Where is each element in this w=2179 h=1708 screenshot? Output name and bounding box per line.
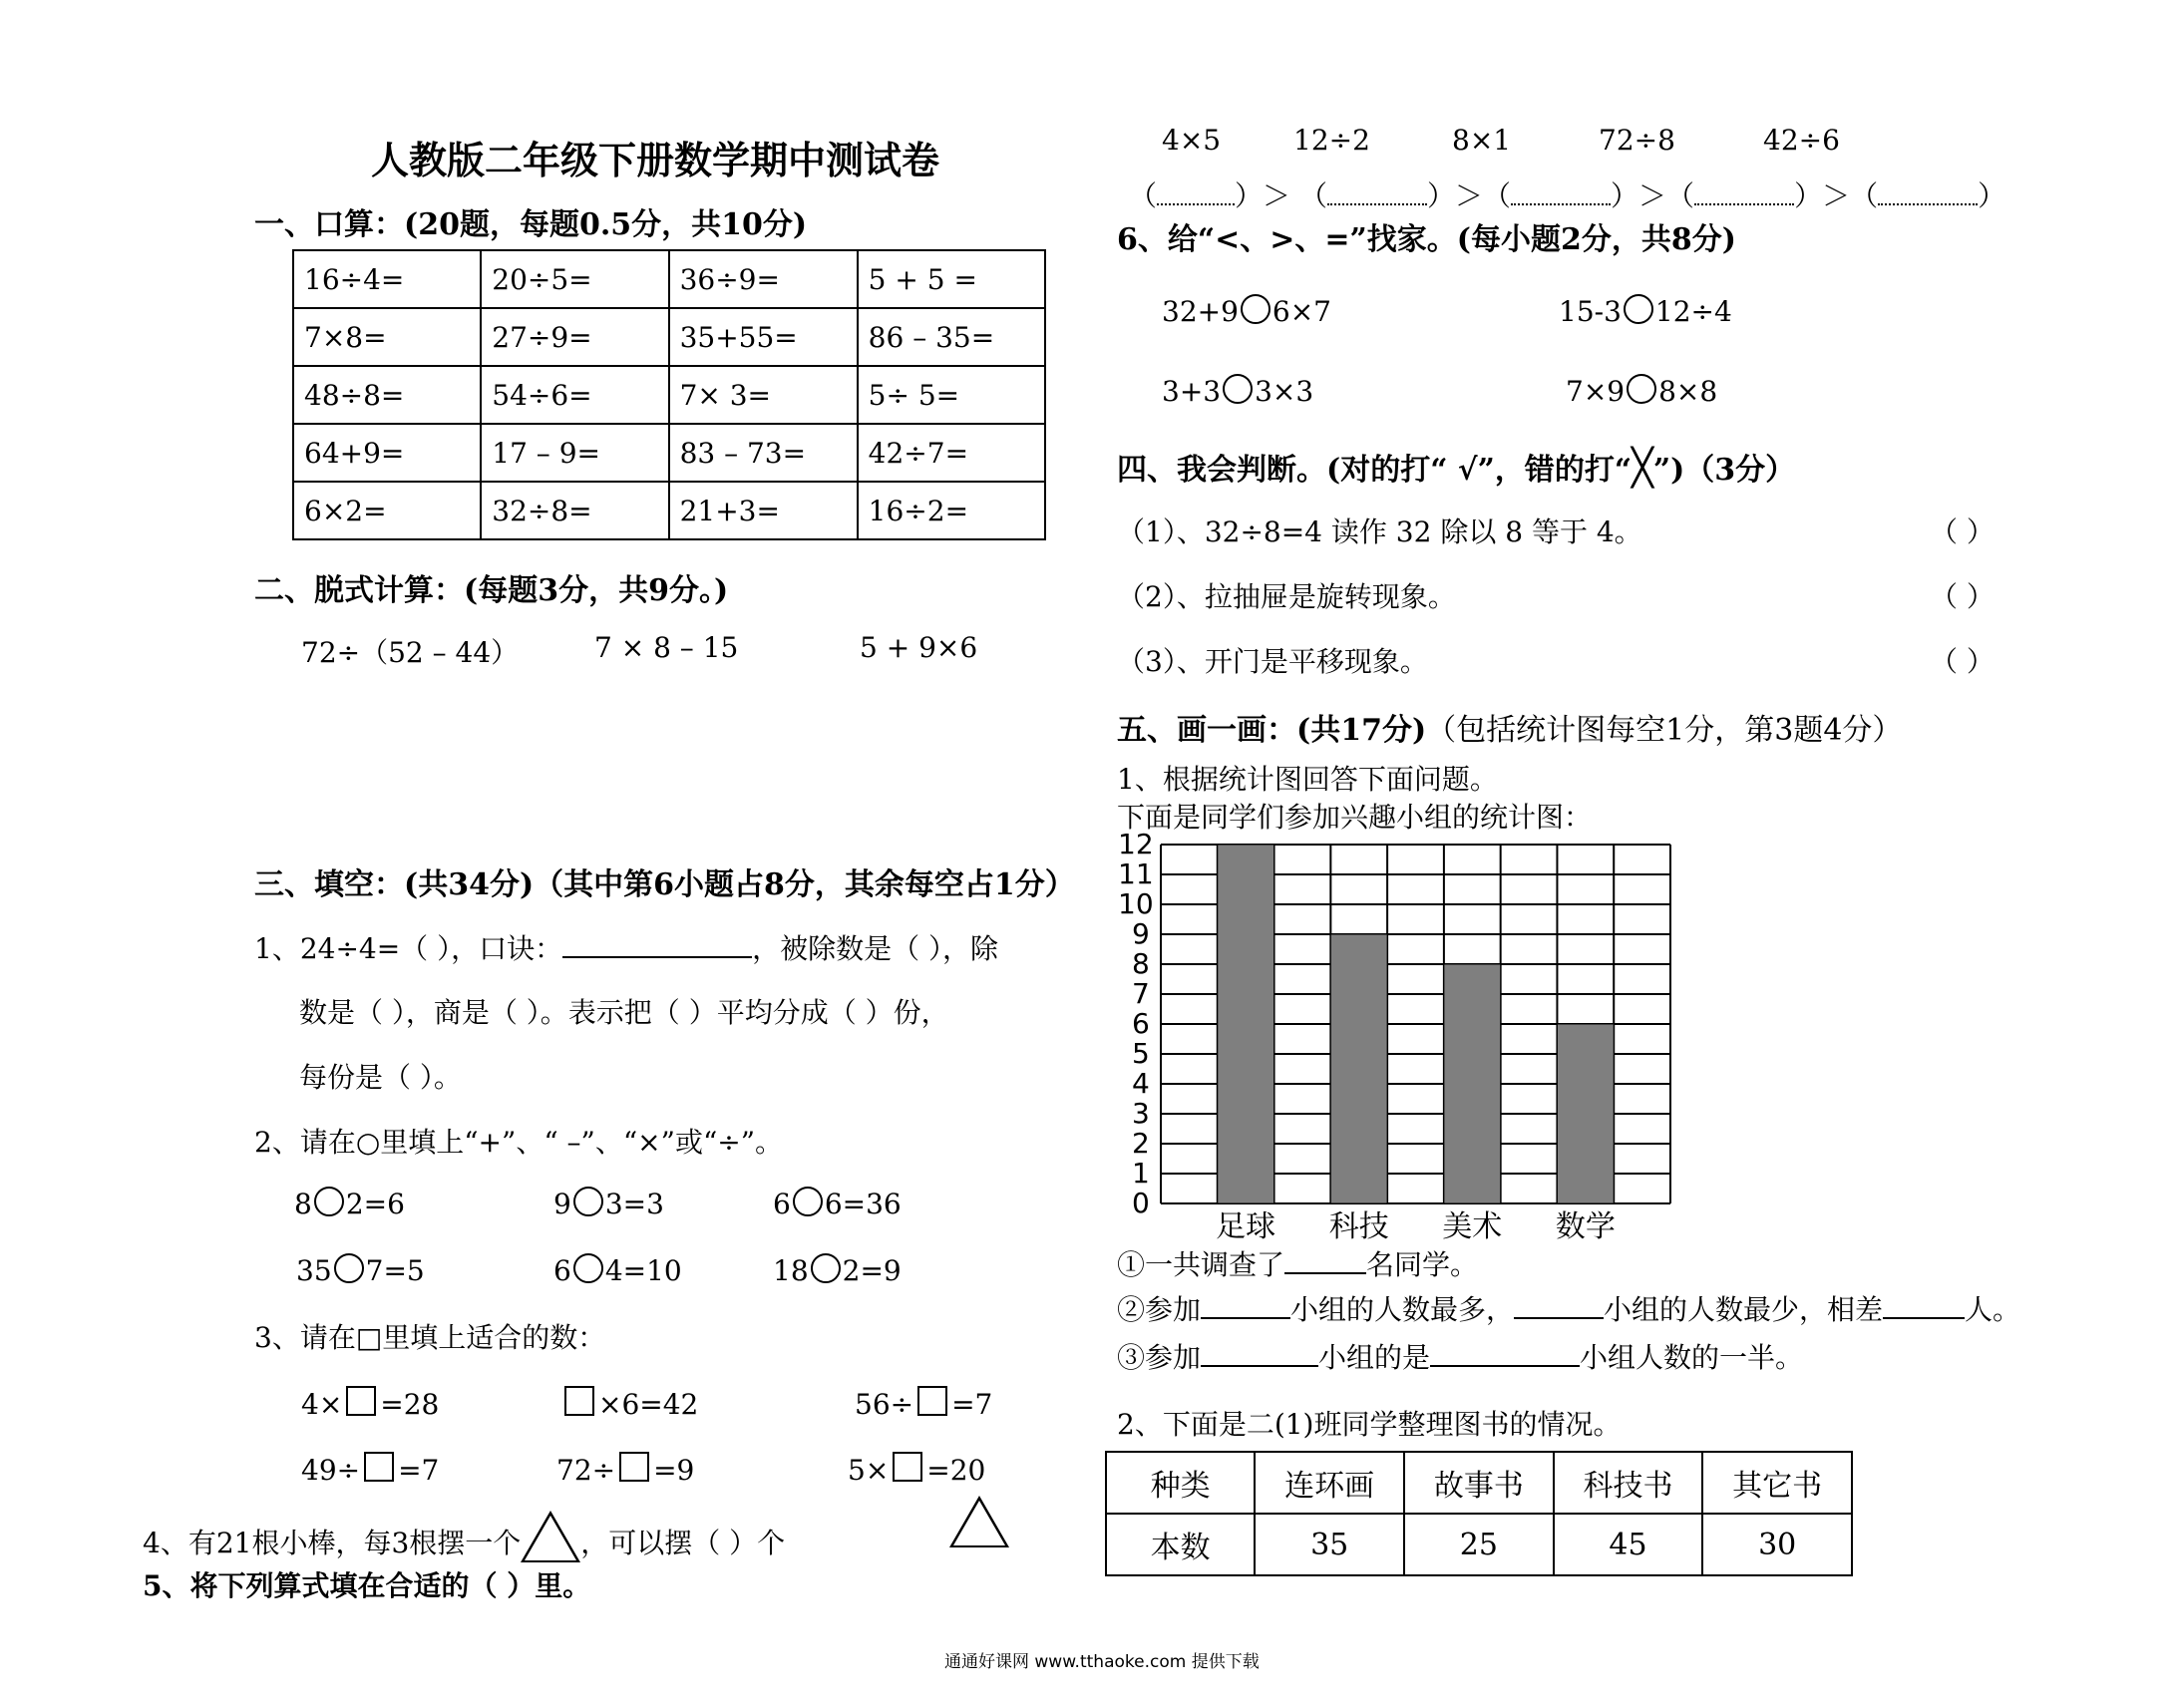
y-tick-label: 3 — [1132, 1097, 1150, 1130]
step-calc-3: 5 + 9×6 — [860, 631, 978, 664]
table-cell: 17 – 9= — [481, 424, 668, 482]
cross-icon: ╳ — [1632, 448, 1653, 489]
fill-q2: 2、请在○里填上“+”、“ –”、“×”或“÷”。 — [254, 1126, 784, 1159]
y-tick-label: 9 — [1132, 917, 1150, 950]
answer-box[interactable] — [893, 1452, 922, 1482]
operator-circle[interactable] — [573, 1187, 603, 1216]
box-item: 49÷ =7 — [301, 1454, 440, 1487]
table-cell: 21+3= — [669, 482, 858, 539]
table-cell: 6×2= — [293, 482, 481, 539]
op-item: 8 2=6 — [294, 1188, 405, 1220]
table-row — [293, 366, 1045, 424]
table-cell: 83 – 73= — [669, 424, 858, 482]
bar-足球 — [1218, 845, 1274, 1203]
table-cell: 7×8= — [293, 308, 481, 366]
chart-q-b: ②参加 小组的人数最多， 小组的人数最少，相差 人。 — [1117, 1293, 2021, 1326]
y-tick-label: 11 — [1118, 857, 1154, 890]
table-cell: 86 – 35= — [858, 308, 1045, 366]
section4-heading: 四、我会判断。(对的打“ √”，错的打“╳”)（3分） — [1117, 448, 1796, 489]
interest-group-bar-chart — [1159, 843, 1672, 1206]
op-item: 18 2=9 — [773, 1254, 902, 1287]
box-item: 4× =28 — [301, 1388, 440, 1421]
table-cell: 27÷9= — [481, 308, 668, 366]
order-chain: （ ）＞ （ ）＞（ ）＞（ ）＞（ ） — [1129, 179, 2006, 212]
table-cell: 5 + 5 = — [858, 250, 1045, 308]
compare-item: 7×9 8×8 — [1566, 375, 1718, 408]
table-cell: 35 — [1255, 1514, 1404, 1575]
answer-blank[interactable] — [1430, 1341, 1580, 1367]
mnemonic-blank[interactable] — [562, 930, 752, 958]
operator-circle[interactable] — [573, 1253, 603, 1283]
fill-q1-part-a: 1、24÷4=（ ），口诀： — [254, 932, 563, 965]
box-item: 5× =20 — [848, 1454, 986, 1487]
draw-q1: 1、根据统计图回答下面问题。 — [1117, 763, 1498, 796]
table-cell: 本数 — [1106, 1514, 1255, 1575]
compare-item: 32+9 6×7 — [1162, 295, 1331, 328]
table-row — [293, 482, 1045, 539]
table-row — [1106, 1452, 1852, 1514]
compare-circle[interactable] — [1241, 294, 1271, 324]
bar-数学 — [1557, 1024, 1614, 1203]
table-cell: 16÷2= — [858, 482, 1045, 539]
y-tick-label: 0 — [1132, 1187, 1150, 1219]
answer-blank[interactable] — [1514, 1293, 1604, 1319]
compare-circle[interactable] — [1223, 374, 1253, 404]
table-cell: 25 — [1404, 1514, 1554, 1575]
y-tick-label: 7 — [1132, 977, 1150, 1010]
bar-美术 — [1444, 964, 1501, 1203]
y-tick-label: 12 — [1118, 828, 1154, 860]
judge-paren[interactable]: （ ） — [1930, 515, 1995, 548]
x-category-label: 美术 — [1442, 1209, 1503, 1244]
table-cell: 故事书 — [1404, 1452, 1554, 1514]
order-blank[interactable] — [1157, 203, 1235, 205]
table-row — [293, 424, 1045, 482]
y-tick-label: 2 — [1132, 1127, 1150, 1160]
answer-box[interactable] — [917, 1386, 947, 1416]
fill-q3: 3、请在□里填上适合的数： — [254, 1321, 606, 1354]
draw-q2: 2、下面是二(1)班同学整理图书的情况。 — [1117, 1408, 1622, 1441]
section5-heading: 五、画一画：(共17分)（包括统计图每空1分，第3题4分） — [1117, 713, 1903, 748]
table-cell: 20÷5= — [481, 250, 668, 308]
expr-3: 8×1 — [1452, 124, 1512, 157]
draw-q1-sub: 下面是同学们参加兴趣小组的统计图： — [1117, 801, 1593, 834]
operator-circle[interactable] — [314, 1187, 344, 1216]
triangle-icon — [949, 1496, 1009, 1547]
table-row — [293, 250, 1045, 308]
table-cell: 连环画 — [1255, 1452, 1404, 1514]
x-category-label: 足球 — [1216, 1209, 1276, 1244]
order-blank[interactable] — [1878, 203, 1978, 205]
order-blank[interactable] — [1694, 203, 1794, 205]
books-table — [1105, 1451, 1853, 1576]
table-cell: 种类 — [1106, 1452, 1255, 1514]
table-cell: 48÷8= — [293, 366, 481, 424]
box-item: 72÷ =9 — [556, 1454, 695, 1487]
y-tick-label: 5 — [1132, 1037, 1150, 1070]
judge-paren[interactable]: （ ） — [1930, 580, 1995, 613]
table-cell: 35+55= — [669, 308, 858, 366]
judge-paren[interactable]: （ ） — [1930, 645, 1995, 678]
x-category-label: 科技 — [1328, 1209, 1389, 1244]
answer-blank[interactable] — [1883, 1293, 1965, 1319]
section2-heading: 二、脱式计算：(每题3分，共9分。) — [254, 573, 729, 608]
order-blank[interactable] — [1511, 203, 1611, 205]
answer-box[interactable] — [564, 1386, 594, 1416]
fill-q1-line3: 每份是（ ）。 — [299, 1061, 462, 1094]
step-calc-2: 7 × 8 – 15 — [594, 631, 739, 664]
section1-heading: 一、口算：(20题，每题0.5分，共10分) — [254, 207, 808, 242]
op-item: 9 3=3 — [553, 1188, 664, 1220]
operator-circle[interactable] — [811, 1253, 841, 1283]
y-tick-label: 1 — [1132, 1157, 1150, 1190]
answer-blank[interactable] — [1284, 1248, 1366, 1274]
y-tick-label: 6 — [1132, 1007, 1150, 1040]
fill-q4: 4、有21根小棒，每3根摆一个 ，可以摆（ ）个 — [143, 1511, 785, 1562]
op-item: 35 7=5 — [296, 1254, 425, 1287]
section3-heading: 三、填空：(共34分)（其中第6小题占8分，其余每空占1分） — [254, 867, 1075, 902]
y-tick-label: 10 — [1118, 887, 1154, 920]
op-item: 6 4=10 — [553, 1254, 682, 1287]
judge-item-3: （3）、开门是平移现象。 — [1117, 645, 1428, 678]
table-cell: 7× 3= — [669, 366, 858, 424]
table-cell: 32÷8= — [481, 482, 668, 539]
fill-q1-line2: 数是（ ），商是（ ）。表示把（ ）平均分成（ ）份， — [299, 996, 949, 1029]
expr-2: 12÷2 — [1293, 124, 1370, 157]
oral-calc-table — [292, 249, 1046, 540]
table-cell: 64+9= — [293, 424, 481, 482]
triangle-icon — [521, 1511, 580, 1562]
box-item: ×6=42 — [560, 1386, 698, 1421]
compare-item: 3+3 3×3 — [1162, 375, 1314, 408]
fill-q1-line1 — [254, 927, 998, 967]
expr-4: 72÷8 — [1599, 124, 1675, 157]
answer-box[interactable] — [364, 1452, 394, 1482]
box-item: 56÷ =7 — [855, 1388, 993, 1421]
expr-1: 4×5 — [1162, 124, 1222, 157]
judge-item-2: （2）、拉抽屉是旋转现象。 — [1117, 580, 1456, 613]
table-cell: 45 — [1554, 1514, 1703, 1575]
x-category-label: 数学 — [1555, 1209, 1616, 1244]
answer-box[interactable] — [619, 1452, 649, 1482]
y-tick-label: 8 — [1132, 947, 1150, 980]
chart-q-a: ①一共调查了 名同学。 — [1117, 1248, 1479, 1281]
footer-credit: 通通好课网 www.tthaoke.com 提供下载 — [944, 1652, 1260, 1672]
order-blank[interactable] — [1327, 203, 1427, 205]
compare-circle[interactable] — [1627, 374, 1656, 404]
table-cell: 其它书 — [1702, 1452, 1852, 1514]
op-item: 6 6=36 — [773, 1188, 902, 1220]
table-cell: 42÷7= — [858, 424, 1045, 482]
table-cell: 科技书 — [1554, 1452, 1703, 1514]
table-cell: 16÷4= — [293, 250, 481, 308]
table-cell: 36÷9= — [669, 250, 858, 308]
operator-circle[interactable] — [793, 1187, 823, 1216]
expr-5: 42÷6 — [1763, 124, 1840, 157]
judge-item-1: （1）、32÷8=4 读作 32 除以 8 等于 4。 — [1117, 515, 1642, 548]
y-tick-label: 4 — [1132, 1067, 1150, 1100]
fill-q1-part-b: ，被除数是（ ），除 — [752, 932, 998, 965]
table-cell: 30 — [1702, 1514, 1852, 1575]
table-row — [1106, 1514, 1852, 1575]
compare-item: 15-3 12÷4 — [1559, 295, 1732, 328]
table-cell: 5÷ 5= — [858, 366, 1045, 424]
compare-circle[interactable] — [1624, 294, 1653, 324]
step-calc-1: 72÷（52 – 44） — [301, 636, 520, 669]
table-cell: 54÷6= — [481, 366, 668, 424]
fill-q5: 5、将下列算式填在合适的（ ）里。 — [143, 1569, 591, 1602]
compare-heading: 6、给“<、>、=”找家。(每小题2分，共8分) — [1117, 222, 1736, 257]
answer-blank[interactable] — [1201, 1341, 1318, 1367]
page-title: 人教版二年级下册数学期中测试卷 — [371, 139, 940, 182]
answer-blank[interactable] — [1201, 1293, 1290, 1319]
chart-q-c: ③参加 小组的是 小组人数的一半。 — [1117, 1341, 1804, 1374]
table-row — [293, 308, 1045, 366]
operator-circle[interactable] — [334, 1253, 364, 1283]
bar-科技 — [1330, 934, 1387, 1203]
answer-box[interactable] — [346, 1386, 376, 1416]
